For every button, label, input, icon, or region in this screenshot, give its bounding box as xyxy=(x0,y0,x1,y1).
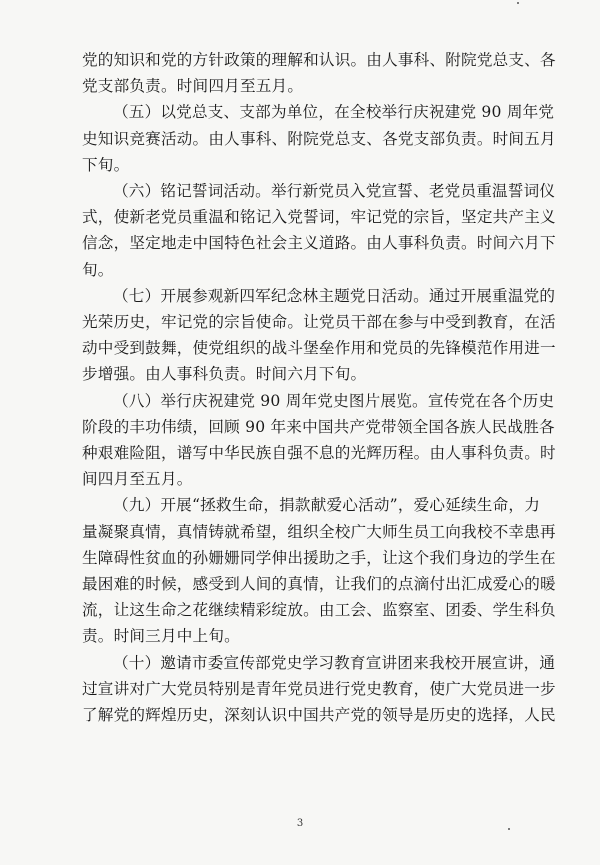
text-line: （九）开展“拯救生命，捐款献爱心活动”，爱心延续生命，力 xyxy=(113,496,540,515)
text-line: 种艰难险阻，谱写中华民族自强不息的光辉历程。由人事科负责。时 xyxy=(82,444,556,463)
text-line: （五）以党总支、支部为单位，在全校举行庆祝建党 90 周年党 xyxy=(113,103,555,122)
scan-speck xyxy=(517,2,519,4)
text-line: （十）邀请市委宣传部党史学习教育宣讲团来我校开展宣讲，通 xyxy=(113,653,556,672)
scan-speck xyxy=(508,828,510,830)
text-line: 流，让这生命之花继续精彩绽放。由工会、监察室、团委、学生科负 xyxy=(82,601,556,620)
text-line: （七）开展参观新四军纪念林主题党日活动。通过开展重温党的 xyxy=(113,286,556,305)
text-line: 阶段的丰功伟绩，回顾 90 年来中国共产党带领全国各族人民战胜各 xyxy=(82,417,555,436)
text-line: 史知识竞赛活动。由人事科、附院党总支、各党支部负责。时间五月 xyxy=(82,129,556,148)
text-line: 信念，坚定地走中国特色社会主义道路。由人事科负责。时间六月下 xyxy=(82,234,556,253)
text-line: 下旬。 xyxy=(82,155,130,174)
paragraph-continuation xyxy=(82,47,556,99)
text-line: 党的知识和党的方针政策的理解和认识。由人事科、附院党总支、各 xyxy=(82,51,556,69)
text-line: 最困难的时候，感受到人间的真情，让我们的点滴付出汇成爱心的暖 xyxy=(82,575,556,594)
text-line: 动中受到鼓舞，使党组织的战斗堡垒作用和党员的先锋模范作用进一 xyxy=(82,339,556,358)
text-line: 过宣讲对广大党员特别是青年党员进行党史教育，使广大党员进一步 xyxy=(82,679,556,698)
text-line: 步增强。由人事科负责。时间六月下旬。 xyxy=(82,365,367,384)
paragraph-item-9 xyxy=(82,492,556,649)
text-line: 量凝聚真情，真情铸就希望，组织全校广大师生员工向我校不幸患再 xyxy=(82,522,556,541)
text-line: 生障碍性贫血的孙姗姗同学伸出援助之手，让这个我们身边的学生在 xyxy=(82,548,556,567)
paragraph-item-7 xyxy=(82,283,556,388)
paragraph-item-6 xyxy=(82,178,556,283)
text-line: （六）铭记誓词活动。举行新党员入党宣誓、老党员重温誓词仪 xyxy=(113,182,556,201)
text-line: 式，使新老党员重温和铭记入党誓词，牢记党的宗旨，坚定共产主义 xyxy=(82,208,556,227)
text-line: 责。时间三月中上旬。 xyxy=(82,627,240,646)
text-line: （八）举行庆祝建党 90 周年党史图片展览。宣传党在各个历史 xyxy=(113,391,555,410)
document-body xyxy=(82,47,556,728)
paragraph-item-8 xyxy=(82,388,556,493)
text-line: 了解党的辉煌历史，深刻认识中国共产党的领导是历史的选择，人民 xyxy=(82,706,556,725)
text-line: 旬。 xyxy=(82,260,114,279)
text-line: 光荣历史，牢记党的宗旨使命。让党员干部在参与中受到教育，在活 xyxy=(82,313,556,332)
paragraph-item-10 xyxy=(82,650,556,729)
page-number: 3 xyxy=(296,818,304,829)
paragraph-item-5 xyxy=(82,99,556,178)
text-line: 党支部负责。时间四月至五月。 xyxy=(82,77,304,96)
text-line: 间四月至五月。 xyxy=(82,470,193,489)
